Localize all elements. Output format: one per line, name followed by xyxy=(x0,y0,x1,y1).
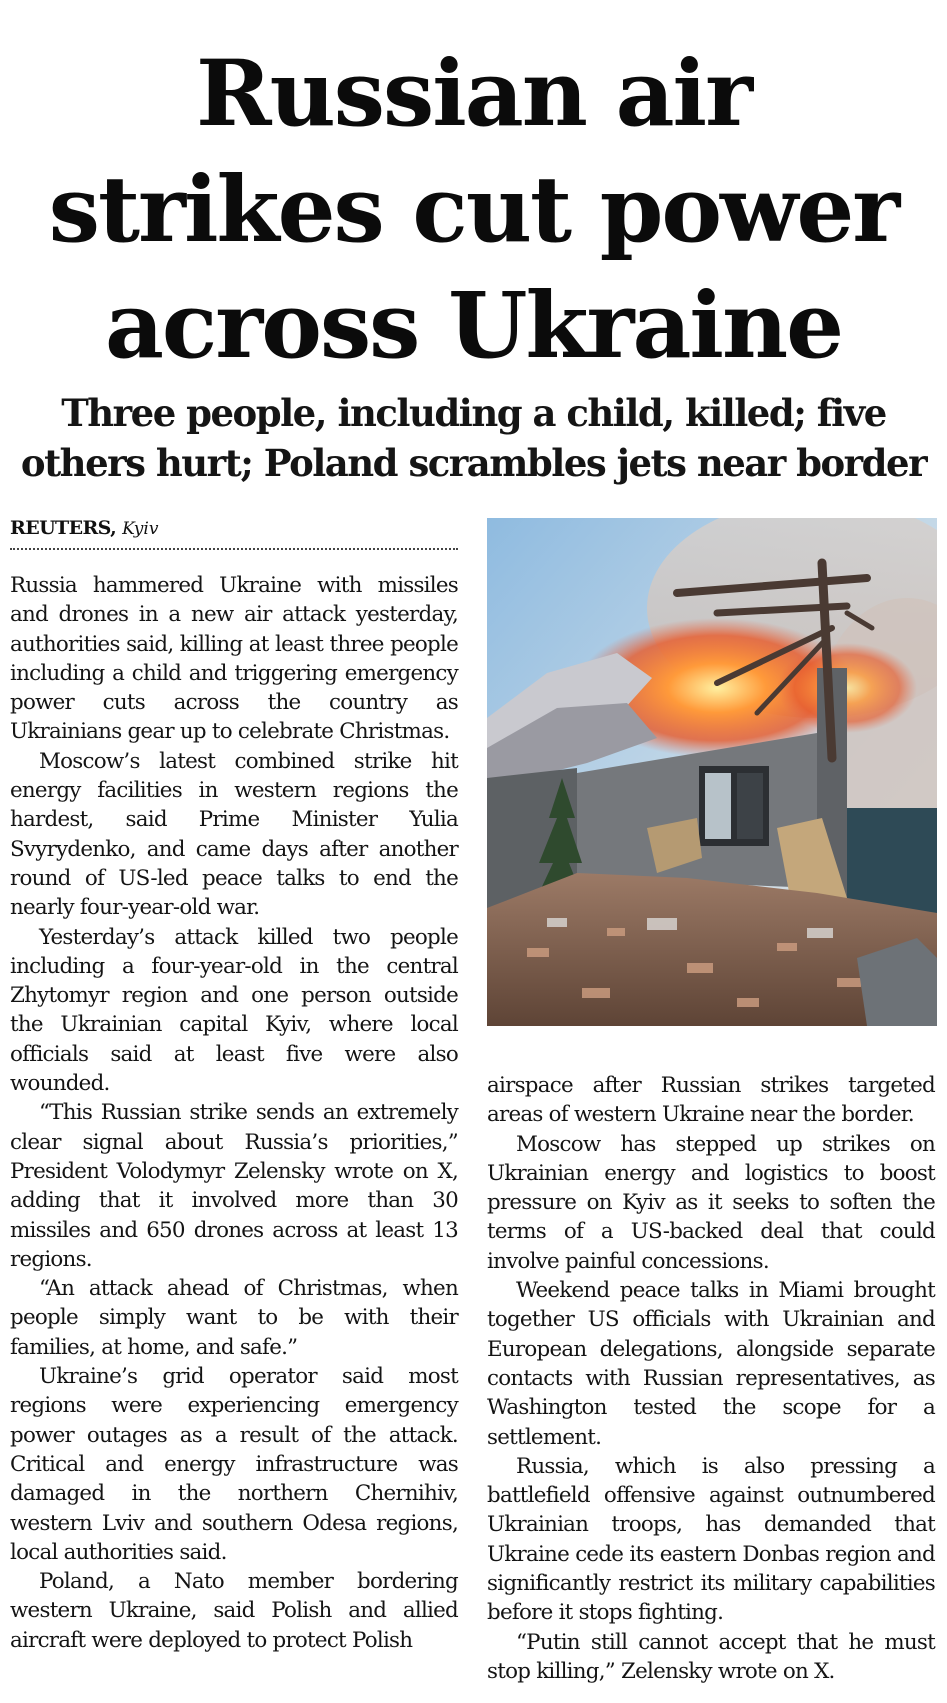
article-paragraph: Russia, which is also pressing a battlefield offensive against outnumbered Ukrainian troops, has demanded that Ukraine cede its eastern Donbas region and significantly restrict its military capabilities before it stops fighting. xyxy=(487,1453,935,1626)
article-paragraph: “Putin still cannot accept that he must stop killing,” Zelensky wrote on X. xyxy=(487,1629,935,1684)
article-column-left xyxy=(10,571,458,1655)
subheadline-line: Three people, including a child, killed; five xyxy=(61,391,886,435)
article-column-right xyxy=(487,1071,935,1686)
article-paragraph: “This Russian strike sends an extremely clear signal about Russia’s priorities,” President Volodymyr Zelensky wrote on X, adding that it involved more than 30 missiles and 650 drones across at least 13 regions. xyxy=(10,1100,458,1272)
article-paragraph: “An attack ahead of Christmas, when people simply want to be with their families, at home, and safe.” xyxy=(10,1276,458,1360)
article-paragraph: Ukraine’s grid operator said most regions were experiencing emergency power outages as a result of the attack. Critical and energy infrastructure was damaged in the northern Chernihiv, western Lviv and southern Odesa regions, local authorities said. xyxy=(10,1364,458,1565)
byline-agency: REUTERS, xyxy=(10,517,117,539)
byline-location: Kyiv xyxy=(122,519,159,539)
article-paragraph: Moscow’s latest combined strike hit energy facilities in western regions the hardest, said Prime Minister Yulia Svyrydenko, and came days after another round of US-led peace talks to end the nearly four-year-old war. xyxy=(10,748,458,921)
article-paragraph: Weekend peace talks in Miami brought together US officials with Ukrainian and European delegations, alongside separate contacts with Russian representatives, as Washington tested the scope for a settlement. xyxy=(487,1278,935,1450)
subheadline xyxy=(0,388,947,488)
headline-line: strikes cut power xyxy=(48,157,899,263)
article-paragraph: airspace after Russian strikes targeted areas of western Ukraine near the border. xyxy=(487,1073,935,1128)
headline-line: across Ukraine xyxy=(104,273,843,379)
byline xyxy=(10,516,458,550)
headline xyxy=(0,36,947,384)
subheadline-line: others hurt; Poland scrambles jets near border xyxy=(20,441,927,485)
article-paragraph: Moscow has stepped up strikes on Ukrainian energy and logistics to boost pressure on Kyiv as it seeks to soften the terms of a US-backed deal that could involve painful concessions. xyxy=(487,1131,935,1274)
headline-line: Russian air xyxy=(195,41,752,147)
destroyed-house-photo xyxy=(487,518,937,1026)
article-paragraph: Yesterday’s attack killed two people including a four-year-old in the central Zhytomyr region and one person outside the Ukrainian capital Kyiv, where local officials said at least five were also wounded. xyxy=(10,924,458,1097)
article-paragraph: Poland, a Nato member bordering western Ukraine, said Polish and allied aircraft were deployed to protect Polish xyxy=(10,1569,458,1653)
article-paragraph: Russia hammered Ukraine with missiles and drones in a new air attack yesterday, authorities said, killing at least three people including a child and triggering emergency power cuts across the country as Ukrainians gear up to celebrate Christmas. xyxy=(10,573,458,745)
